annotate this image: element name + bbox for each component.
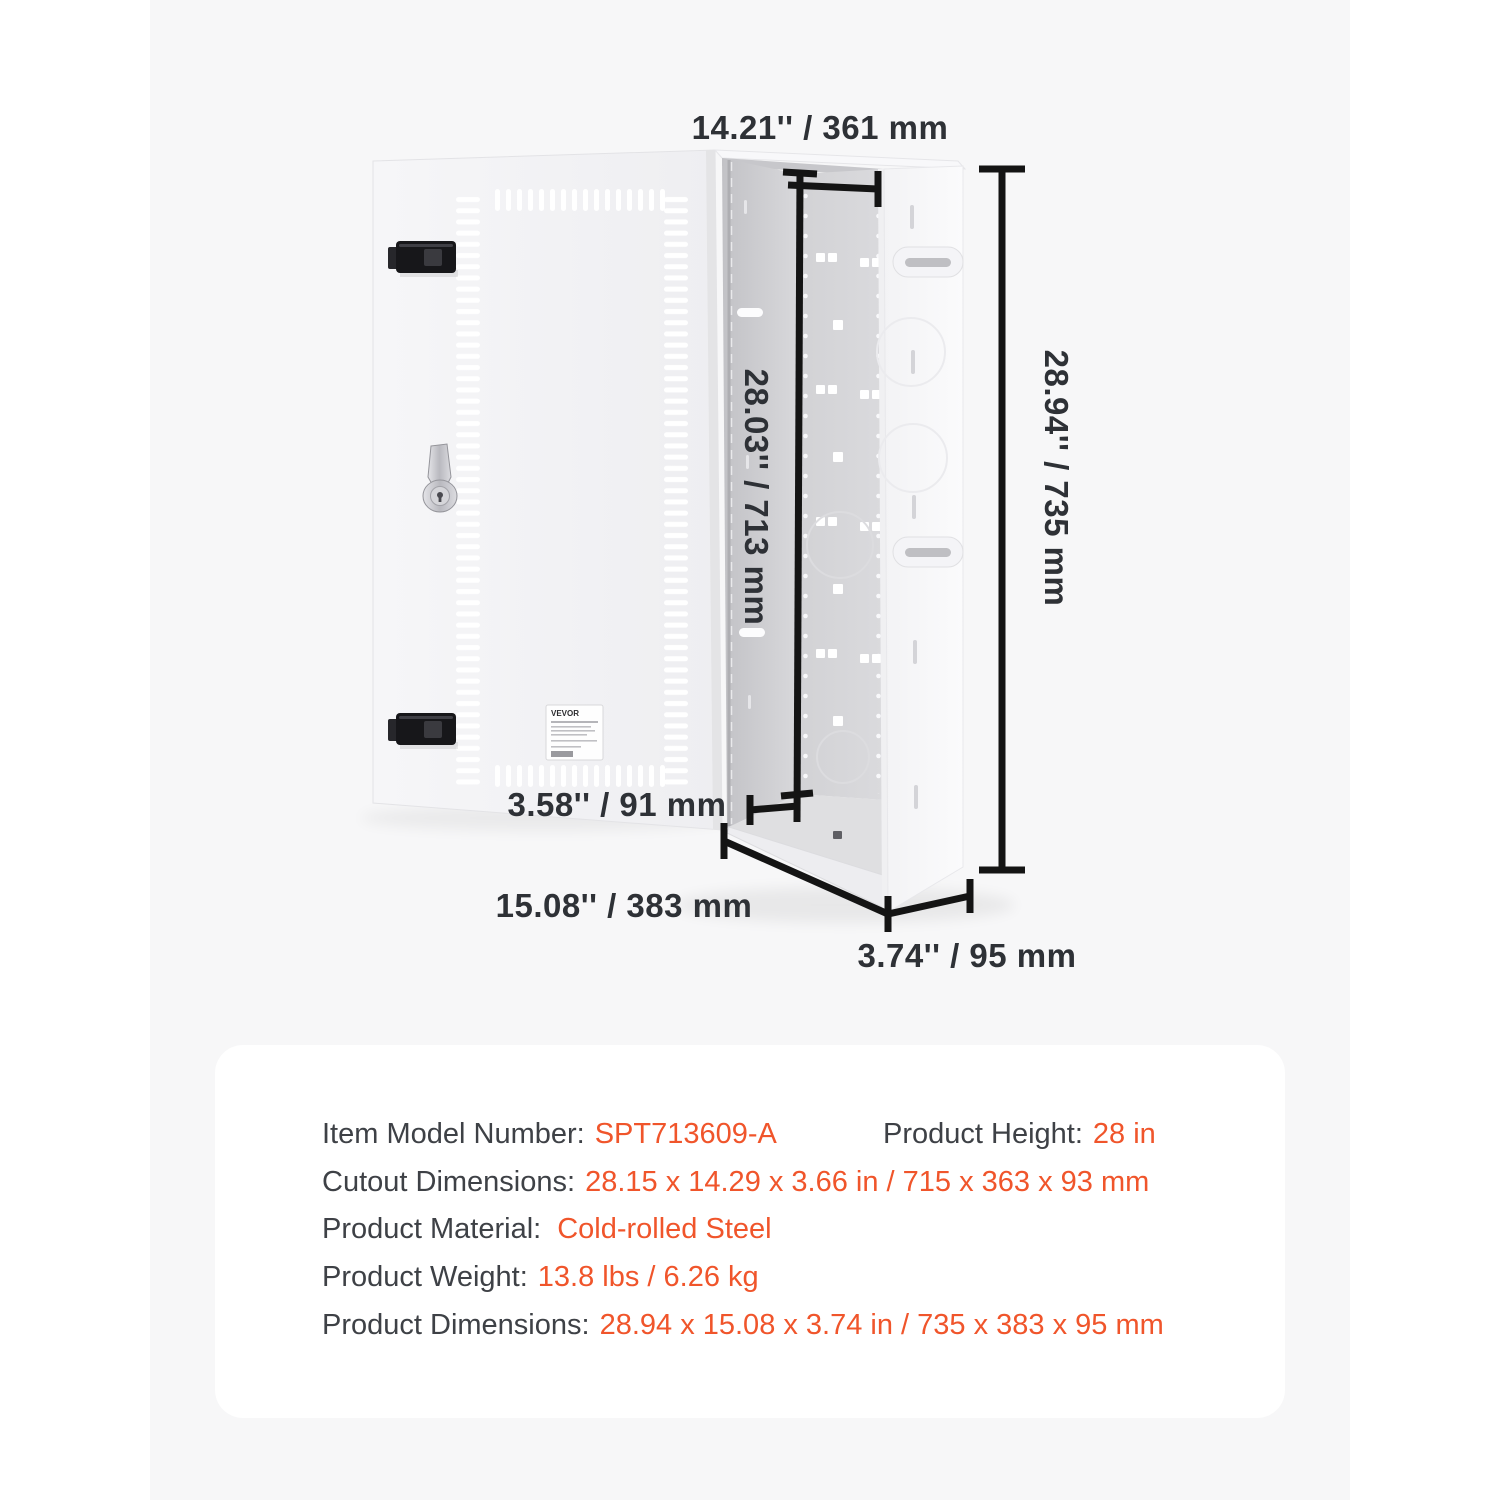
enclosure-door	[373, 150, 722, 830]
product-diagram	[150, 80, 1350, 1060]
spec-value: SPT713609-A	[594, 1118, 777, 1151]
spec-label: Product Dimensions:	[322, 1308, 590, 1341]
box-back-panel	[798, 169, 884, 800]
dimension-label-outer-width: 15.08'' / 383 mm	[495, 887, 753, 924]
spec-value: 28.15 x 14.29 x 3.66 in / 715 x 363 x 93 mm	[585, 1165, 1150, 1198]
spec-value: 28.94 x 15.08 x 3.74 in / 735 x 383 x 95 mm	[599, 1308, 1164, 1341]
dimension-label-outer-height: 28.94'' / 735 mm	[1038, 349, 1075, 607]
spec-row	[322, 1206, 1164, 1254]
info-panel	[215, 1045, 1285, 1418]
spec-row	[322, 1159, 1164, 1207]
spec-row	[322, 1254, 1164, 1302]
dimension-line-outer-height	[979, 169, 1025, 870]
door-latch-bottom	[388, 713, 458, 749]
spec-value: 28 in	[1092, 1118, 1156, 1151]
door-latch-top	[388, 241, 458, 277]
spec-label: Product Weight:	[322, 1261, 528, 1294]
spec-label: Item Model Number:	[322, 1118, 585, 1151]
spec-value: Cold-rolled Steel	[557, 1213, 772, 1246]
spec-value: 13.8 lbs / 6.26 kg	[537, 1261, 759, 1294]
dimension-label-inner-depth: 3.58'' / 91 mm	[507, 786, 727, 823]
spec-row	[322, 1301, 1164, 1349]
spec-label: Cutout Dimensions:	[322, 1165, 576, 1198]
spec-label: Product Material:	[322, 1213, 542, 1246]
dimension-label-outer-depth: 3.74'' / 95 mm	[857, 937, 1077, 974]
spec-label: Product Height:	[883, 1118, 1083, 1151]
sticker-brand-text: VEVOR	[551, 709, 580, 718]
spec-row	[322, 1111, 1164, 1159]
dimension-label-top-width: 14.21'' / 361 mm	[691, 109, 949, 146]
spec-list	[322, 1111, 1164, 1349]
dimension-label-inner-height: 28.03'' / 713 mm	[738, 368, 775, 626]
product-label-sticker	[546, 705, 603, 760]
